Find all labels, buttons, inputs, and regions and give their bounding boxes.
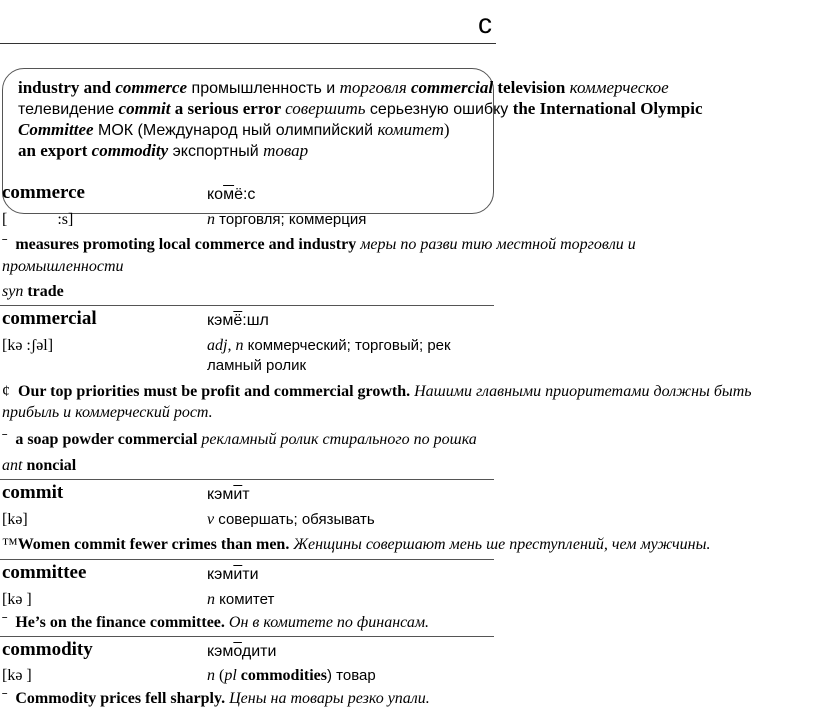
translation-commercial: adj, n коммерческий; торговый; рек bbox=[207, 337, 451, 354]
translation-commodity: n (pl commodities) товар bbox=[207, 667, 376, 684]
translation-commerce: n торговля; коммерция bbox=[207, 211, 367, 228]
entry-rule bbox=[0, 559, 494, 560]
header-rule bbox=[0, 43, 496, 44]
page-letter: c bbox=[478, 8, 492, 39]
headword-commercial: commercial bbox=[2, 308, 97, 329]
example-commodity-1: ˉ Commodity prices fell sharply. Цены на товары резко упали. bbox=[2, 690, 430, 707]
ant-commercial: ant noncial bbox=[2, 457, 77, 474]
translation-commercial-cont: ламный ролик bbox=[207, 357, 307, 374]
ipa-commercial: [kə :ʃəl] bbox=[2, 337, 54, 354]
headword-commerce: commerce bbox=[2, 182, 85, 203]
entry-rule bbox=[0, 636, 494, 637]
ipa-committee: [kə ] bbox=[2, 591, 32, 608]
example-commercial-1-cont: прибыль и коммерческий рост. bbox=[2, 404, 213, 421]
translation-committee: n комитет bbox=[207, 591, 275, 608]
pron-commodity: кэмодити bbox=[207, 643, 277, 660]
entry-rule bbox=[0, 305, 494, 306]
example-committee-1: ˉ He’s on the finance committee. Он в комитете по финансам. bbox=[2, 614, 430, 631]
example-commercial-2: ˉ a soap powder commercial рекламный ролик стирального по рошка bbox=[2, 431, 477, 448]
example-commerce-1-cont: промышленности bbox=[2, 258, 124, 275]
callout-line-3: Committee МОК (Международ ный олимпийский комитет) bbox=[18, 120, 450, 139]
pron-commercial: кэмё:шл bbox=[207, 312, 269, 329]
syn-commerce: syn trade bbox=[2, 283, 64, 300]
example-commerce-1: ˉ measures promoting local commerce and industry меры по разви тию местной торговли и bbox=[2, 236, 636, 253]
example-commercial-1: ¢ Our top priorities must be profit and commercial growth. Нашими главными приоритетами должны быть bbox=[2, 383, 752, 400]
pron-commit: кэмит bbox=[207, 486, 250, 503]
ipa-commerce: [ :s] bbox=[2, 211, 74, 228]
entry-rule bbox=[0, 479, 494, 480]
pron-committee: кэмити bbox=[207, 566, 259, 583]
ipa-commit: [kə] bbox=[2, 511, 28, 528]
headword-committee: committee bbox=[2, 562, 87, 583]
example-commit-1: ™Women commit fewer crimes than men. Женщины совершают мень ше преступлений, чем мужчины. bbox=[2, 536, 711, 553]
headword-commodity: commodity bbox=[2, 639, 93, 660]
ipa-commodity: [kə ] bbox=[2, 667, 32, 684]
callout-line-2: телевидение commit a serious error совершить серьезную ошибку the International Olympic bbox=[18, 99, 703, 118]
translation-commit: v совершать; обязывать bbox=[207, 511, 375, 528]
callout-line-1: industry and commerce промышленность и торговля commercial television коммерческое bbox=[18, 78, 669, 97]
pron-commerce: комё:с bbox=[207, 186, 256, 203]
headword-commit: commit bbox=[2, 482, 64, 503]
callout-line-4: an export commodity экспортный товар bbox=[18, 141, 309, 160]
